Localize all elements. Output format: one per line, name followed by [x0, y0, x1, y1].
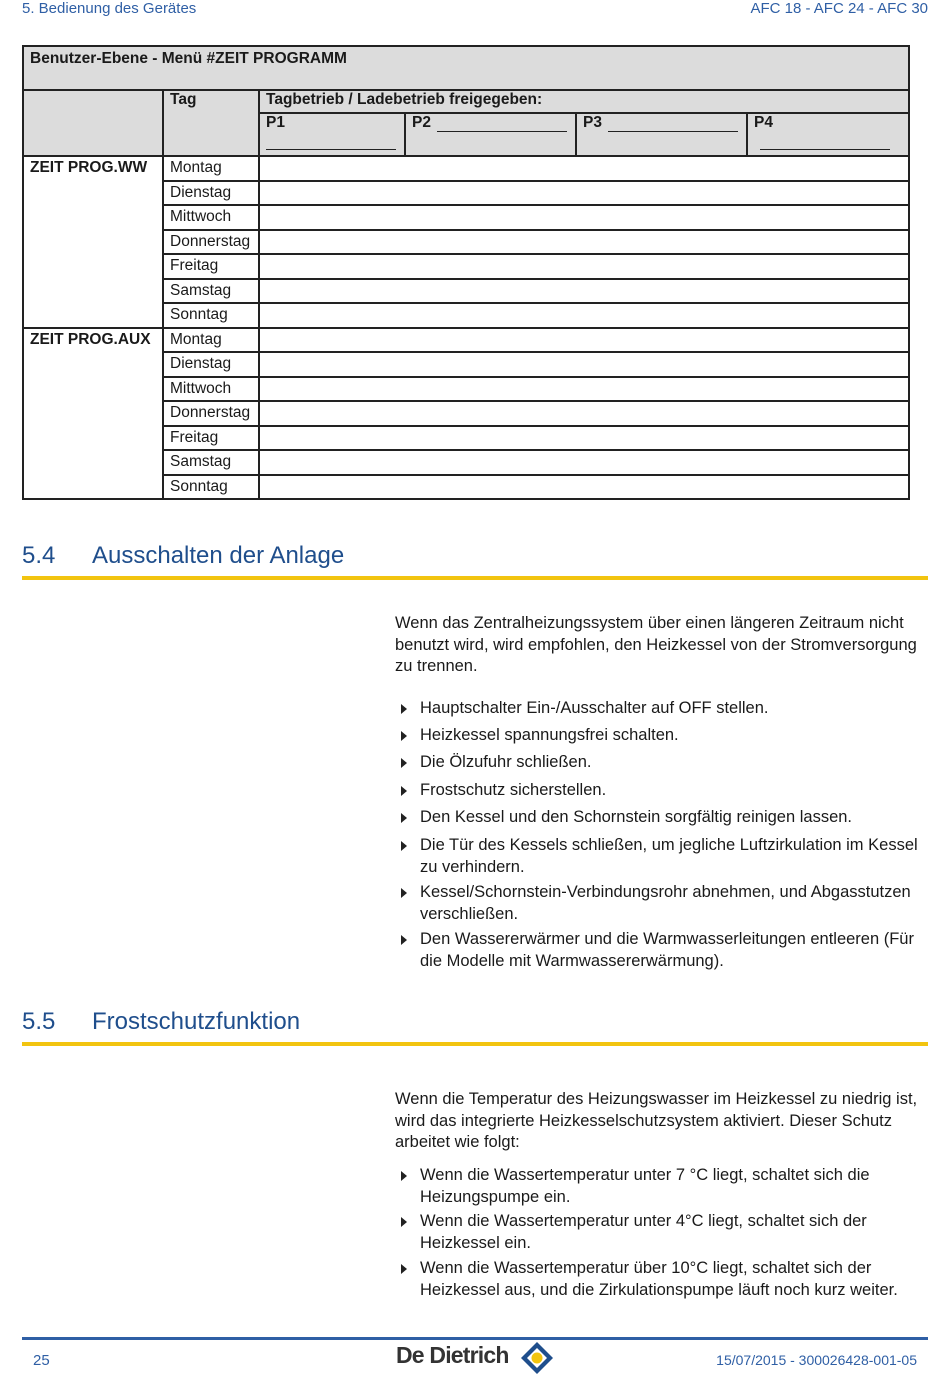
bullet-triangle-icon — [401, 758, 407, 768]
table-row — [23, 328, 909, 353]
bullet-triangle-icon — [401, 731, 407, 741]
list-item — [395, 725, 930, 747]
day-cell: Freitag — [163, 426, 259, 451]
period-entry-cell — [259, 401, 909, 426]
table-title: Benutzer-Ebene - Menü #ZEIT PROGRAMM — [23, 46, 909, 90]
col-periods-header: Tagbetrieb / Ladebetrieb freigegeben: — [259, 90, 909, 113]
section-title: Frostschutzfunktion — [92, 1008, 301, 1035]
brand-name: De Dietrich — [396, 1342, 509, 1368]
list-item-text: Frostschutz sicherstellen. — [420, 781, 607, 799]
period-entry-cell — [259, 426, 909, 451]
footer-rule — [22, 1337, 928, 1340]
day-cell: Mittwoch — [163, 205, 259, 230]
header-chapter: 5. Bedienung des Gerätes — [22, 0, 197, 17]
col-day-header: Tag — [163, 90, 259, 156]
day-cell: Sonntag — [163, 303, 259, 328]
page-number: 25 — [33, 1352, 50, 1369]
list-item — [395, 1258, 930, 1301]
header-model: AFC 18 - AFC 24 - AFC 30 — [750, 0, 928, 17]
list-item-text: Die Ölzufuhr schließen. — [420, 753, 592, 771]
list-item — [395, 1211, 930, 1254]
list-item-text: Den Kessel und den Schornstein sorgfältig reinigen lassen. — [420, 808, 853, 826]
period-entry-cell — [259, 181, 909, 206]
bullet-triangle-icon — [401, 1217, 407, 1227]
section-title: Ausschalten der Anlage — [92, 542, 345, 569]
section-5-4-heading — [22, 530, 928, 580]
period-p1: P1 — [259, 113, 405, 156]
list-item — [395, 807, 930, 829]
day-cell: Dienstag — [163, 352, 259, 377]
day-cell: Dienstag — [163, 181, 259, 206]
period-entry-cell — [259, 279, 909, 304]
brand-diamond-icon — [520, 1341, 554, 1375]
list-item — [395, 929, 930, 972]
list-item-text: Wenn die Wassertemperatur unter 7 °C liegt, schaltet sich die Heizungspumpe ein. — [420, 1166, 870, 1206]
list-item-text: Heizkessel spannungsfrei schalten. — [420, 726, 679, 744]
list-item — [395, 698, 930, 720]
day-cell: Freitag — [163, 254, 259, 279]
program-group-label: ZEIT PROG.AUX — [23, 328, 163, 500]
day-cell: Samstag — [163, 450, 259, 475]
period-entry-cell — [259, 352, 909, 377]
period-p2: P2 — [405, 113, 576, 156]
period-entry-cell — [259, 254, 909, 279]
period-entry-cell — [259, 450, 909, 475]
period-p3: P3 — [576, 113, 747, 156]
list-item-text: Kessel/Schornstein-Verbindungsrohr abnehmen, und Abgasstutzen verschließen. — [420, 883, 911, 923]
period-entry-cell — [259, 377, 909, 402]
list-item — [395, 752, 930, 774]
day-cell: Montag — [163, 328, 259, 353]
section-number: 5.5 — [22, 1008, 56, 1035]
section-number: 5.4 — [22, 542, 56, 569]
period-entry-cell — [259, 156, 909, 181]
program-group-label: ZEIT PROG.WW — [23, 156, 163, 328]
list-item-text: Wenn die Wassertemperatur über 10°C liegt, schaltet sich der Heizkessel aus, und die Zirkulationspumpe läuft noch kurz weiter. — [420, 1259, 898, 1299]
list-item — [395, 1165, 930, 1208]
day-cell: Sonntag — [163, 475, 259, 500]
brand-logo — [396, 1342, 509, 1369]
list-item-text: Den Wassererwärmer und die Warmwasserleitungen entleeren (Für die Modelle mit Warmwassererwärmung). — [420, 930, 914, 970]
list-item-text: Hauptschalter Ein-/Ausschalter auf OFF stellen. — [420, 699, 769, 717]
list-item-text: Wenn die Wassertemperatur unter 4°C liegt, schaltet sich der Heizkessel ein. — [420, 1212, 867, 1252]
table-row — [23, 156, 909, 181]
bullet-triangle-icon — [401, 813, 407, 823]
day-cell: Mittwoch — [163, 377, 259, 402]
period-entry-cell — [259, 230, 909, 255]
period-p4: P4 — [747, 113, 909, 156]
list-item-text: Die Tür des Kessels schließen, um jegliche Luftzirkulation im Kessel zu verhindern. — [420, 836, 918, 876]
day-cell: Donnerstag — [163, 401, 259, 426]
day-cell: Samstag — [163, 279, 259, 304]
period-entry-cell — [259, 328, 909, 353]
bullet-triangle-icon — [401, 786, 407, 796]
section-5-5-intro: Wenn die Temperatur des Heizungswasser im Heizkessel zu niedrig ist, wird das integrierte Heizkesselschutzsystem aktiviert. Dieser Schutz arbeitet wie folgt: — [395, 1090, 918, 1151]
day-cell: Donnerstag — [163, 230, 259, 255]
list-item — [395, 882, 930, 925]
bullet-triangle-icon — [401, 888, 407, 898]
bullet-triangle-icon — [401, 841, 407, 851]
time-program-table — [22, 45, 910, 500]
bullet-triangle-icon — [401, 1171, 407, 1181]
day-cell: Montag — [163, 156, 259, 181]
bullet-triangle-icon — [401, 1264, 407, 1274]
list-item — [395, 835, 930, 878]
section-5-4-intro: Wenn das Zentralheizungssystem über einen längeren Zeitraum nicht benutzt wird, wird empfohlen, den Heizkessel von der Stromversorgung zu trennen. — [395, 614, 917, 675]
list-item — [395, 780, 930, 802]
period-entry-cell — [259, 205, 909, 230]
doc-reference: 15/07/2015 - 300026428-001-05 — [716, 1352, 917, 1368]
bullet-triangle-icon — [401, 704, 407, 714]
period-entry-cell — [259, 475, 909, 500]
table-corner — [23, 90, 163, 156]
bullet-triangle-icon — [401, 935, 407, 945]
period-entry-cell — [259, 303, 909, 328]
section-5-5-heading — [22, 997, 928, 1046]
